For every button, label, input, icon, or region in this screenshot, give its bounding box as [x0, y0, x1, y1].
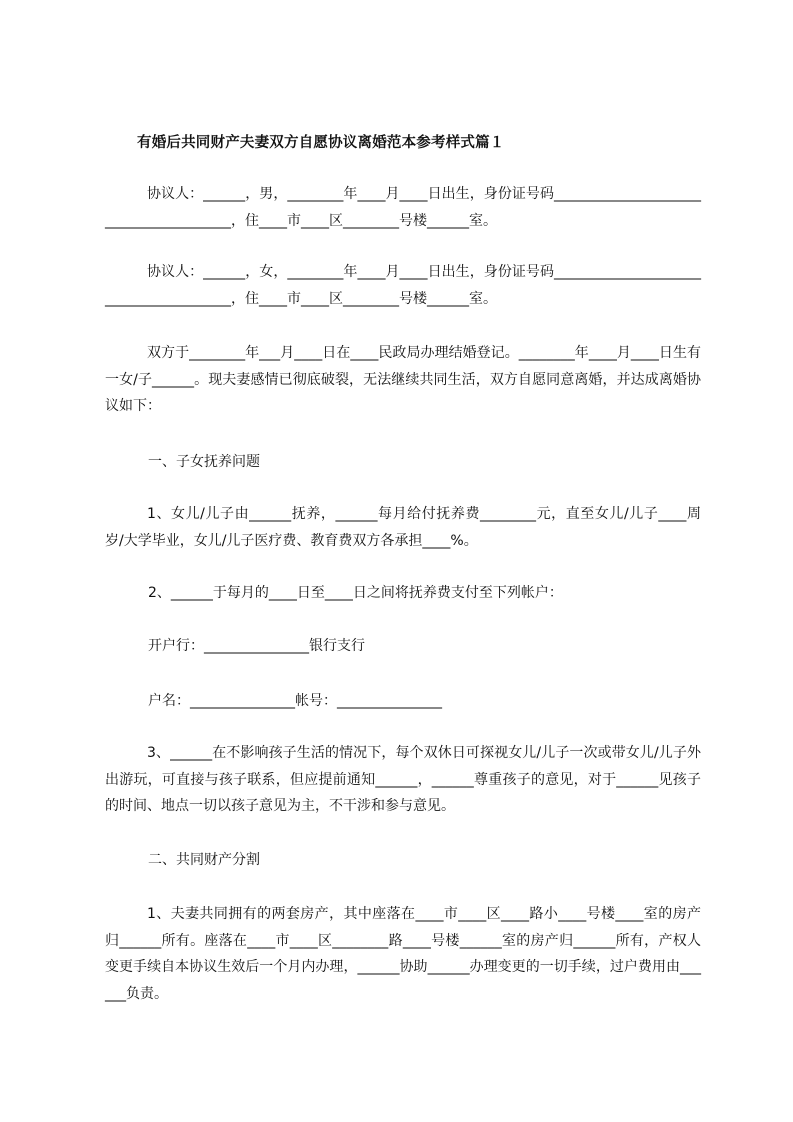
party-two-paragraph: 协议人：______，女，________年____月____日出生，身份证号码_______________________________________，住____市____区________号楼______室。 [105, 264, 701, 307]
section-heading-child-custody: 一、子女抚养问题 [148, 454, 260, 470]
property-clause-1: 1、夫妻共同拥有的两套房产，其中座落在____市____区____路小____号楼____室的房产归______所有。座落在____市____区________路____号楼______室的房产归______所有，产权人变更手续自本协议生效后一个月内办理，______协助______办理变更的一切手续，过户费用由______负责。 [105, 906, 701, 1002]
custody-clause-2: 2、______于每月的____日至____日之间将抚养费支付至下列帐户： [148, 585, 563, 601]
party-one-paragraph: 协议人：______，男，________年____月____日出生，身份证号码_______________________________________，住____市____区________号楼______室。 [105, 186, 701, 229]
custody-clause-1: 1、女儿/儿子由______抚养，______每月给付抚养费________元，直至女儿/儿子____周岁/大学毕业，女儿/儿子医疗费、教育费双方各承担____%。 [105, 506, 701, 549]
account-line: 户名：_______________帐号：_______________ [148, 693, 442, 709]
document-title: 有婚后共同财产夫妻双方自愿协议离婚范本参考样式篇１ [137, 135, 505, 151]
section-heading-property-division: 二、共同财产分割 [148, 852, 260, 868]
visitation-clause-3: 3、______在不影响孩子生活的情况下，每个双休日可探视女儿/儿子一次或带女儿/儿子外出游玩，可直接与孩子联系，但应提前通知______，______尊重孩子的意见，对于______见孩子的时间、地点一切以孩子意见为主，不干涉和参与意见。 [105, 745, 701, 814]
bank-branch-line: 开户行：_______________银行支行 [148, 638, 365, 654]
marriage-info-paragraph: 双方于________年___月____日在____民政局办理结婚登记。________年____月____日生有一女/子______。现夫妻感情已彻底破裂，无法继续共同生活，双方自愿同意离婚，并达成离婚协议如下： [105, 345, 701, 414]
